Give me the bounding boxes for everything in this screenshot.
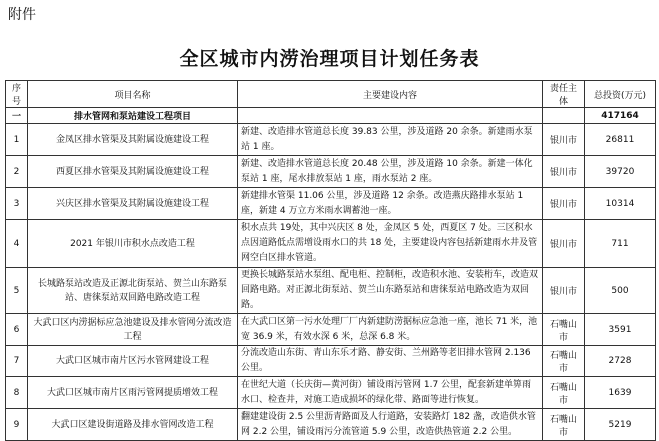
row-invest: 1639 [585,377,656,409]
row-name: 2021 年银川市积水点改造工程 [28,220,238,268]
table-row [6,268,656,314]
row-name: 大武口区城市南片区污水管网建设工程 [28,346,238,377]
table-row [6,156,656,188]
attachment-label: 附件 [8,7,36,23]
row-name: 大武口区建设街道路及排水管网改造工程 [28,409,238,441]
row-seq: 9 [6,409,28,441]
row-invest: 10314 [585,188,656,220]
row-seq: 2 [6,156,28,188]
row-seq: 3 [6,188,28,220]
row-content: 翻建建设街 2.5 公里沥青路面及人行道路，安装路灯 182 盏，改造供水管网 2.2 公里，铺设雨污分流管道 5.9 公里，改造供热管道 2.2 公里。 [238,409,543,441]
col-name-header: 项目名称 [28,81,238,108]
row-content: 新建、改造排水管道总长度 39.83 公里，涉及道路 20 余条。新建雨水泵站 1 座。 [238,124,543,156]
row-content: 在大武口区第一污水处理厂厂内新建防涝据标应急池一座，池长 71 米，池宽 36.9 米，有效水深 6 米，总深 6.8 米。 [238,314,543,346]
row-owner: 银川市 [543,156,585,188]
section-invest: 417164 [585,108,656,124]
row-seq: 8 [6,377,28,409]
row-invest: 26811 [585,124,656,156]
row-content: 积水点共 19处，其中兴庆区 8 处，金凤区 5 处，西夏区 7 处。三区积水点因道路低点需增设雨水口的共 18 处，主要建设内容包括新建雨水井及管网空白区排水管道。 [238,220,543,268]
row-name: 西夏区排水管渠及其附属设施建设工程 [28,156,238,188]
row-seq: 7 [6,346,28,377]
row-owner: 银川市 [543,268,585,314]
row-content: 分流改造山东街、青山东乐才路、静安街、兰州路等老旧排水管网 2.136 公里。 [238,346,543,377]
row-owner: 石嘴山市 [543,346,585,377]
table-row [6,220,656,268]
row-name: 兴庆区排水管渠及其附属设施建设工程 [28,188,238,220]
table-row [6,409,656,441]
row-owner: 石嘴山市 [543,314,585,346]
row-invest: 39720 [585,156,656,188]
table-row [6,188,656,220]
row-name: 大武口区城市南片区雨污管网提质增效工程 [28,377,238,409]
row-seq: 6 [6,314,28,346]
table-row [6,124,656,156]
row-invest: 711 [585,220,656,268]
row-name: 长城路泵站改造及正源北街泵站、贺兰山东路泵站、唐徕泵站双回路电路改造工程 [28,268,238,314]
section-name: 排水管网和泵站建设工程项目 [28,108,238,124]
table-row [6,314,656,346]
row-invest: 3591 [585,314,656,346]
row-owner: 石嘴山市 [543,409,585,441]
section-row [6,108,656,124]
row-content: 新建排水管渠 11.06 公里，涉及道路 12 余条。改造燕庆路排水泵站 1 座，新建 4 万立方米雨水调蓄池一座。 [238,188,543,220]
row-invest: 2728 [585,346,656,377]
row-content: 在世纪大道（长庆街—黄河街）铺设雨污管网 1.7 公里，配套新建单箅雨水口、检查井，对施工造成损坏的绿化带、路面等进行恢复。 [238,377,543,409]
row-content: 更换长城路泵站水泵组、配电柜、控制柜，改造积水池、安装桁车，改造双回路电路。对正源北街泵站、贺兰山东路泵站和唐徕泵站电路改造为双回路。 [238,268,543,314]
col-invest-header: 总投资(万元) [585,81,656,108]
section-seq: 一 [6,108,28,124]
project-table [5,80,656,441]
row-owner: 银川市 [543,124,585,156]
row-invest: 500 [585,268,656,314]
row-invest: 5219 [585,409,656,441]
table-header-row [6,81,656,108]
row-owner: 石嘴山市 [543,377,585,409]
row-owner: 银川市 [543,188,585,220]
row-name: 金凤区排水管渠及其附属设施建设工程 [28,124,238,156]
section-content [238,108,543,124]
section-owner [543,108,585,124]
table-row [6,346,656,377]
row-seq: 1 [6,124,28,156]
page-title: 全区城市内涝治理项目计划任务表 [179,48,480,70]
row-seq: 4 [6,220,28,268]
row-seq: 5 [6,268,28,314]
row-name: 大武口区内涝据标应急池建设及排水管网分流改造工程 [28,314,238,346]
table-row [6,377,656,409]
row-content: 新建、改造排水管道总长度 20.48 公里，涉及道路 10 余条。新建一体化泵站 1 座，尾水排放泵站 1 座，雨水泵站 2 座。 [238,156,543,188]
col-seq-header: 序号 [6,81,28,108]
row-owner: 银川市 [543,220,585,268]
col-owner-header: 责任主体 [543,81,585,108]
col-content-header: 主要建设内容 [238,81,543,108]
